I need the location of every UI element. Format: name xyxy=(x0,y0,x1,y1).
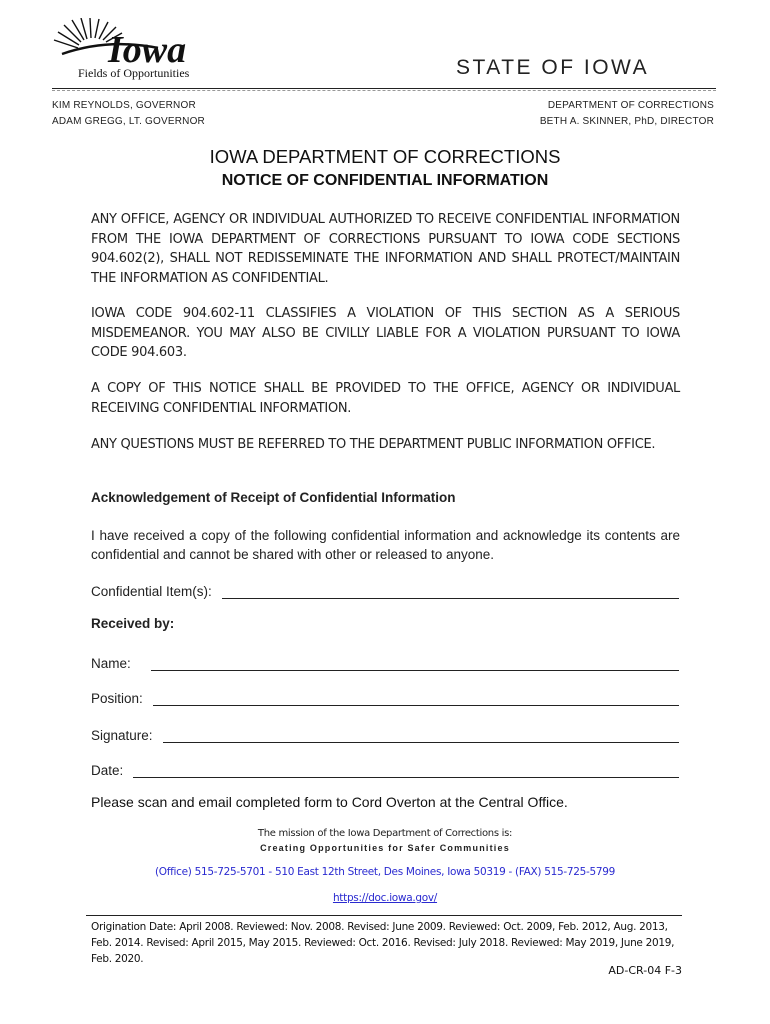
acknowledgement-text: I have received a copy of the following confidential information and acknowledge its contents are confidential and cannot be shared with other or released to anyone. xyxy=(91,528,680,562)
confidential-items-field[interactable] xyxy=(91,579,679,599)
confidential-items-label: Confidential Item(s): xyxy=(91,584,212,599)
contact-info: (Office) 515-725-5701 - 510 East 12th Street, Des Moines, Iowa 50319 - (FAX) 515-725-5799 xyxy=(154,866,616,878)
state-heading: STATE OF IOWA xyxy=(456,56,650,79)
mission-line: The mission of the Iowa Department of Corrections is: xyxy=(257,828,513,839)
scan-instructions: Please scan and email completed form to Cord Overton at the Central Office. xyxy=(91,794,568,810)
position-line[interactable] xyxy=(153,691,679,706)
signature-field[interactable] xyxy=(91,723,679,743)
date-line[interactable] xyxy=(133,763,679,778)
page-subtitle: NOTICE OF CONFIDENTIAL INFORMATION xyxy=(221,172,549,189)
department-name: DEPARTMENT OF CORRECTIONS xyxy=(547,100,714,111)
position-label: Position: xyxy=(91,691,143,706)
name-field[interactable] xyxy=(91,651,679,671)
logo-tagline: Fields of Opportunities xyxy=(78,66,190,80)
footer-divider xyxy=(86,915,682,916)
notice-paragraph: ANY OFFICE, AGENCY OR INDIVIDUAL AUTHORIZED TO RECEIVE CONFIDENTIAL INFORMATION FROM THE IOWA DEPARTMENT OF CORRECTIONS PURSUANT TO IOWA CODE SECTIONS 904.602(2), SHALL NOT REDISSEMINATE THE INFORMATION AND SHALL PROTECT/MAINTAIN THE INFORMATION AS CONFIDENTIAL. xyxy=(91,212,680,286)
director-name: BETH A. SKINNER, PhD, DIRECTOR xyxy=(539,116,714,127)
notice-paragraph: IOWA CODE 904.602-11 CLASSIFIES A VIOLATION OF THIS SECTION AS A SERIOUS MISDEMEANOR. YOU MAY ALSO BE CIVILLY LIABLE FOR A VIOLATION PURSUANT TO IOWA CODE 904.603. xyxy=(91,306,680,360)
form-number: AD-CR-04 F-3 xyxy=(608,964,682,977)
header-divider xyxy=(52,88,716,89)
signature-line[interactable] xyxy=(163,728,679,743)
department-block xyxy=(540,98,714,130)
page-title: IOWA DEPARTMENT OF CORRECTIONS xyxy=(209,146,561,167)
logo-wordmark: Iowa xyxy=(108,29,187,68)
notice-paragraph: ANY QUESTIONS MUST BE REFERRED TO THE DEPARTMENT PUBLIC INFORMATION OFFICE. xyxy=(91,437,656,452)
header-divider-secondary xyxy=(52,90,716,91)
received-by-heading: Received by: xyxy=(91,616,175,631)
notice-paragraph: A COPY OF THIS NOTICE SHALL BE PROVIDED TO THE OFFICE, AGENCY OR INDIVIDUAL RECEIVING CONFIDENTIAL INFORMATION. xyxy=(91,381,680,416)
date-label: Date: xyxy=(91,763,124,778)
signature-label: Signature: xyxy=(91,728,153,743)
date-field[interactable] xyxy=(91,758,679,778)
name-line[interactable] xyxy=(151,656,679,671)
position-field[interactable] xyxy=(91,686,679,706)
website-link[interactable]: https://doc.iowa.gov/ xyxy=(332,892,438,904)
lt-governor-name: ADAM GREGG, LT. GOVERNOR xyxy=(52,116,205,127)
governor-name: KIM REYNOLDS, GOVERNOR xyxy=(52,100,196,111)
name-label: Name: xyxy=(91,656,131,671)
origination-history: Origination Date: April 2008. Reviewed: Nov. 2008. Revised: June 2009. Reviewed: Oct. 2009, Feb. 2012, Aug. 2013, Feb. 2014. Revised: April 2015, May 2015. Reviewed: Oct. 2016. Revised: July 2018. Reviewed: May 2019, June 2019, Feb. 2020. xyxy=(91,921,675,965)
governor-block xyxy=(52,98,205,130)
confidential-items-line[interactable] xyxy=(222,584,679,599)
mission-statement: Creating Opportunities for Safer Communities xyxy=(260,843,510,853)
acknowledgement-title: Acknowledgement of Receipt of Confidential Information xyxy=(91,490,456,505)
